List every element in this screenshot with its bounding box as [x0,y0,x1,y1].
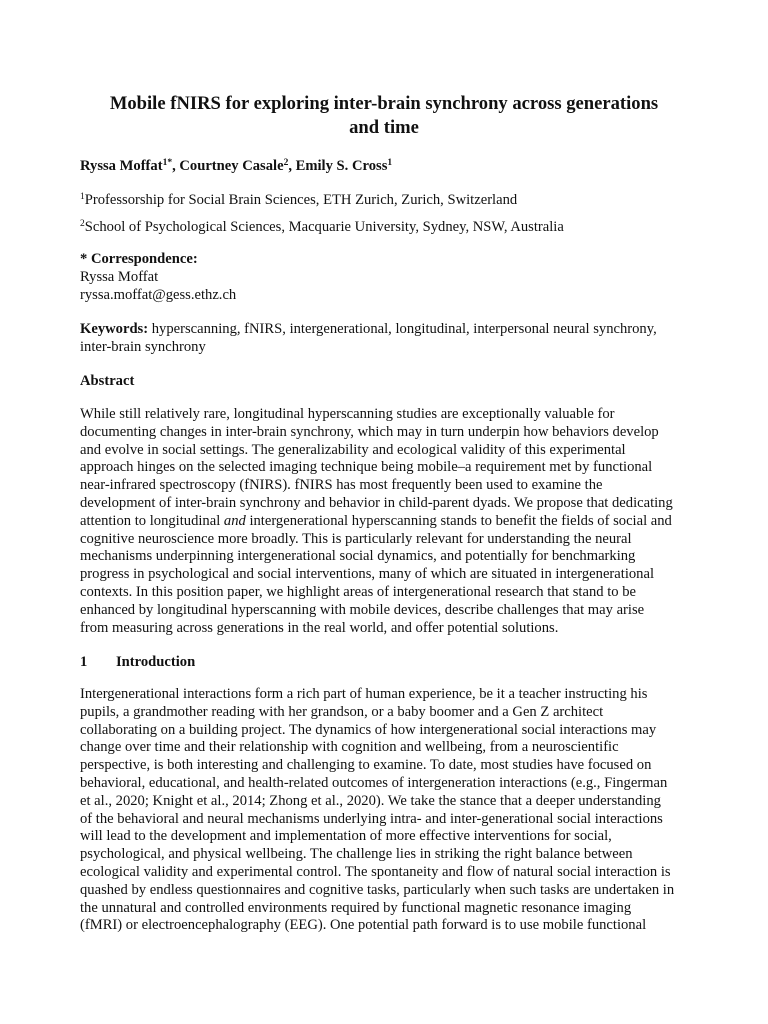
keywords-label: Keywords: [80,321,149,337]
abstract-heading: Abstract [80,373,135,389]
paragraph-line: the unnatural and controlled environments required by functional magnetic resonance imaging [80,899,632,916]
paragraph-line: enhanced by longitudinal hyperscanning with mobile devices, describe challenges that may arise [80,601,645,618]
author-name: Ryssa Moffat [80,158,163,174]
paragraph-line: from measuring across generations in the real world, and offer potential solutions. [80,619,559,636]
paragraph-line [80,513,700,531]
author-separator: , [288,158,296,174]
paragraph-line: documenting changes in inter-brain synchrony, which may in turn underpin how behaviors develop [80,423,659,440]
keywords-block [80,321,700,357]
paper-title [60,92,708,140]
paragraph-line: will lead to the development and implementation of more effective interventions for social, [80,828,612,845]
title-line-1: Mobile fNIRS for exploring inter-brain synchrony across generations [109,93,659,114]
paragraph-line: quashed by endless questionnaires and cognitive tasks, particularly when such tasks are undertaken in [80,881,675,898]
paragraph-line: of the behavioral and neural mechanisms underlying intra- and inter-generational social interactions [80,810,663,827]
section-number: 1 [80,654,88,670]
paragraph-line: approach hinges on the selected imaging technique being mobile–a requirement met by functional [80,459,653,476]
affiliation-1 [80,192,700,210]
author-affiliation-marker: 1 [387,158,393,168]
abstract-body [80,406,700,637]
paragraph-line: and evolve in social settings. The generalizability and ecological validity of this experimental [80,441,626,458]
affiliation-2 [80,219,700,237]
paragraph-line: (fMRI) or electroencephalography (EEG). One potential path forward is to use mobile functional [80,917,647,934]
author-name: Emily S. Cross [295,158,388,174]
author-list [80,158,700,176]
author-affiliation-marker: 2 [283,158,289,168]
author-separator: , [172,158,180,174]
paragraph-line: pupils, a grandmother reading with her grandson, or a baby boomer and a Gen Z architect [80,703,604,720]
keywords-text-line-2: inter-brain synchrony [80,338,206,355]
title-line-2: and time [349,117,419,138]
author-name: Courtney Casale [179,158,284,174]
paragraph-line: behavioral, educational, and health-related outcomes of intergeneration interactions (e.g., Fingerman [80,774,668,791]
paragraph-line: collaborating on a building project. The dynamics of how intergenerational social interactions may [80,721,657,738]
paragraph-line: ecological validity and experimental control. The spontaneity and flow of natural social interaction is [80,863,671,880]
paragraph-line: perspective, is both interesting and challenging to examine. To date, most studies have focused on [80,757,652,774]
paragraph-line: psychological, and physical wellbeing. The challenge lies in striking the right balance between [80,846,633,863]
correspondence-email[interactable]: ryssa.moffat@gess.ethz.ch [80,286,237,303]
emphasis-text: and [223,512,246,529]
text-run: attention to longitudinal [80,512,224,529]
affiliation-text: School of Psychological Sciences, Macquarie University, Sydney, NSW, Australia [84,219,564,235]
affiliation-marker: 2 [80,219,85,229]
affiliation-marker: 1 [80,192,85,202]
paragraph-line: development of inter-brain synchrony and behavior in child-parent dyads. We propose that dedicating [80,494,673,511]
paragraph-line: mechanisms underpinning intergenerational social dynamics, and potentially for benchmarking [80,548,636,565]
paragraph-line: While still relatively rare, longitudinal hyperscanning studies are exceptionally valuable for [80,406,615,422]
paragraph-line: contexts. In this position paper, we highlight areas of intergenerational research that stand to be [80,583,636,600]
paragraph-line: Intergenerational interactions form a rich part of human experience, be it a teacher instructing his [80,686,648,702]
correspondence-name: Ryssa Moffat [80,268,159,285]
text-run: intergenerational hyperscanning stands to benefit the fields of social and [245,512,672,529]
paragraph-line: et al., 2020; Knight et al., 2014; Zhong et al., 2020). We take the stance that a deeper understanding [80,792,661,809]
paragraph-line: change over time and their relationship with cognition and wellbeing, from a neuroscientific [80,739,619,756]
introduction-body [80,686,700,935]
paragraph-line: progress in psychological and social interventions, many of which are situated in intergenerational [80,566,654,583]
affiliation-text: Professorship for Social Brain Sciences, ETH Zurich, Zurich, Switzerland [84,192,518,208]
section-title: Introduction [116,654,196,670]
paragraph-line: cognitive neuroscience more broadly. This is particularly relevant for understanding the neural [80,530,632,547]
section-heading-introduction [80,654,700,672]
paragraph-line: near-infrared spectroscopy (fNIRS). fNIRS has most frequently been used to examine the [80,477,603,494]
correspondence-block [80,251,700,304]
keywords-text: hyperscanning, fNIRS, intergenerational, longitudinal, interpersonal neural synchrony, [148,321,657,337]
author-affiliation-marker: 1* [162,158,173,168]
correspondence-label: * Correspondence: [80,251,198,267]
